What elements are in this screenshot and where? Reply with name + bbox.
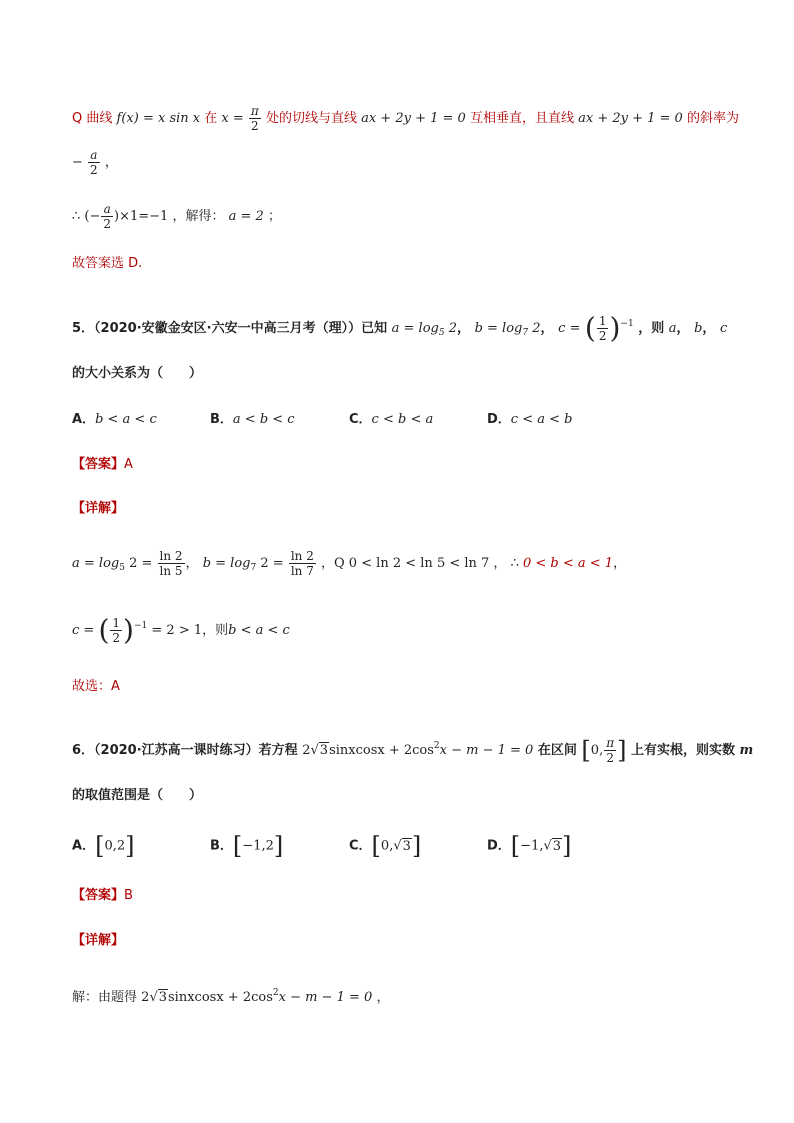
q5-answer: 【答案】A	[72, 457, 133, 472]
sqrt-symbol: √	[149, 990, 158, 1005]
fraction-one-half: $\frac{1}{2}$	[598, 314, 607, 343]
q4-answer-choice: 故答案选 D.	[72, 256, 143, 271]
answer-label: 【答案】	[72, 888, 125, 903]
sqrt-symbol: √	[310, 743, 319, 758]
q6-solution: 解：由题得 2√3sinxcosx + $2\cos^2x - m - 1 = 0$ ，	[72, 988, 390, 1005]
sqrt-symbol: √	[393, 838, 402, 854]
q5-option-a[interactable]: A．b < a < c	[72, 412, 157, 427]
answer-label: 【答案】	[72, 457, 125, 472]
q6-option-b[interactable]: B．[−1,2]	[210, 832, 284, 860]
fraction-pi-over-2: $\frac{\pi}{2}$	[606, 736, 615, 765]
because-symbol: Q	[72, 111, 83, 126]
q6-detail-label: 【详解】	[72, 933, 125, 948]
q4-line-1: Q 曲线 f(x) = x sin x 在 x = $\frac{\pi}{2}$ 处的切线与直线 ax + 2y + 1 = 0 互相垂直，且直线 ax + 2y + 1 = 0 的斜率为	[72, 104, 739, 133]
line-equation: ax + 2y + 1 = 0	[361, 111, 466, 126]
q4-line-3: ∴ (− $\frac{a}{2}$ )×1=−1 ，解得： a = 2 ；	[72, 202, 281, 231]
fraction-pi-over-2: $\frac{\pi}{2}$	[250, 104, 259, 133]
fraction-ln2-over-ln7: $\frac{\ln 2}{\ln 7}$	[290, 549, 314, 578]
q5-detail-label: 【详解】	[72, 501, 125, 516]
q5-option-b[interactable]: B．a < b < c	[210, 412, 295, 427]
line-equation-2: ax + 2y + 1 = 0	[578, 111, 683, 126]
q5-solution-2: c = ( $\frac{1}{2}$ )$^{-1}$ = 2 > 1，则b < a < c	[72, 613, 290, 647]
q5-stem-cont: 的大小关系为（ ）	[72, 366, 203, 381]
fraction-a-over-2: $\frac{a}{2}$	[103, 202, 112, 231]
q5-option-c[interactable]: C．c < b < a	[349, 412, 434, 427]
fraction-a-over-2: $\frac{a}{2}$	[90, 148, 98, 177]
equation: 2√3sinxcosx + $2\cos^2x - m - 1 = 0$	[302, 741, 534, 758]
q6-stem: 6．（2020·江苏高一课时练习）若方程 2√3sinxcosx + $2\cos^2x - m - 1 = 0$ 在区间 [0, $\frac{\pi}{2}$ ] 上有实根，则实数 m	[72, 736, 754, 765]
fraction-ln2-over-ln5: $\frac{\ln 2}{\ln 5}$	[159, 549, 183, 578]
q6-stem-cont: 的取值范围是（ ）	[72, 788, 203, 803]
q5-solution-1: $a = \log_5 2$ = $\frac{\ln 2}{\ln 5}$ ， $b = \log_7 2$ = $\frac{\ln 2}{\ln 7}$ ，Q 0 < ln 2 < ln 5 < ln 7 ， ∴ 0 < b < a < 1，	[72, 549, 627, 578]
fraction-one-half: $\frac{1}{2}$	[112, 616, 121, 645]
therefore-symbol: ∴	[72, 209, 81, 224]
q5-final-choice: 故选：A	[72, 679, 120, 694]
equation: 2√3sinxcosx + $2\cos^2x - m - 1 = 0$	[141, 988, 373, 1005]
q6-option-c[interactable]: C．[0,√3]	[349, 832, 422, 860]
sqrt-symbol: √	[543, 838, 552, 854]
q4-line-2: − $\frac{a}{2}$ ，	[72, 148, 118, 177]
q6-option-a[interactable]: A．[0,2]	[72, 832, 135, 860]
q6-answer: 【答案】B	[72, 888, 133, 903]
q5-option-d[interactable]: D．c < a < b	[487, 412, 573, 427]
q6-option-d[interactable]: D．[−1,√3]	[487, 832, 572, 860]
q5-stem: 5．（2020·安徽金安区·六安一中高三月考（理））已知 $a = \log_5 2$， $b = \log_7 2$， c = ( $\frac{1}{2}$ )$^{-1}$ ，则 a， b， c	[72, 311, 728, 345]
function-fx: f(x) = x sin x	[116, 111, 201, 126]
